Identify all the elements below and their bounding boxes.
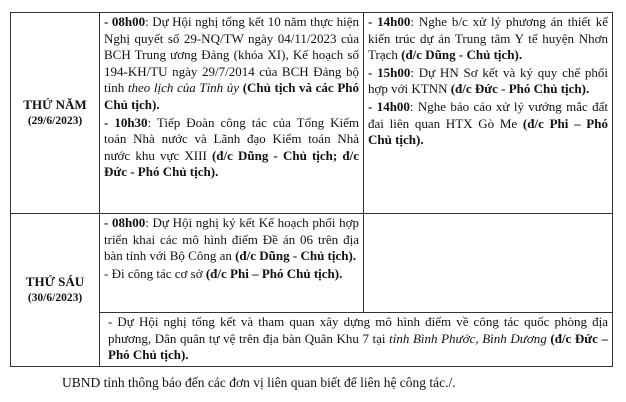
schedule-item (104, 14, 359, 114)
schedule-text: (đ/c Phi – Phó Chủ tịch). (205, 265, 343, 281)
schedule-text: theo lịch của Tỉnh ủy (127, 80, 240, 96)
schedule-text: : Dự Hội nghị tổng kết 10 năm thực hiện Nghị quyết số 29-NQ/TW ngày 04/11/2023 của BCH Trung ương Đảng (khóa XI), Kế hoạch số 194-KH/TU ngày 29/7/2014 của BCH Đảng bộ tỉnh (104, 14, 359, 96)
schedule-text: tỉnh Bình Phước, Bình Dương (389, 330, 547, 346)
schedule-text: - Đi công tác cơ sở (104, 265, 206, 281)
schedule-item (108, 314, 608, 364)
schedule-text: : Tiếp Đoàn công tác của Tổng Kiểm toán Nhà nước và Lãnh đạo Kiểm toán Nhà nước khu vực XIII (104, 114, 359, 163)
item-dash: - (104, 114, 115, 130)
item-time: 14h00 (376, 98, 410, 114)
schedule-text: (đ/c Đức - Phó Chủ tịch). (450, 81, 590, 97)
schedule-item (368, 99, 608, 149)
schedule-text: : Nghe báo cáo xử lý vướng mắc đất đai liên quan HTX Gò Me (368, 98, 608, 131)
schedule-text: (đ/c Dũng - Chủ tịch). (401, 47, 523, 63)
item-time: 15h00 (377, 64, 411, 80)
schedule-item (104, 115, 359, 181)
schedule-item (368, 14, 608, 64)
day-name: THỨ NĂM (23, 97, 87, 112)
thursday-col1 (100, 13, 364, 214)
item-time: 14h00 (377, 14, 411, 29)
footer-note: UBND tỉnh thông báo đến các đơn vị liên quan biết để liên hệ công tác./. (62, 375, 456, 390)
item-dash: - (368, 14, 378, 29)
schedule-item (104, 266, 359, 283)
friday-row (11, 214, 613, 313)
schedule-text: (đ/c Đức – Phó Chủ tịch). (108, 330, 608, 363)
item-dash: - (104, 14, 112, 29)
item-dash: - (368, 98, 377, 114)
day-name: THỨ SÁU (25, 273, 85, 289)
schedule-text: - Dự Hội nghị tổng kết và tham quan xây dựng mô hình điểm về công tác quốc phòng địa phương, Dân quân tự vệ trên địa bàn Quân Khu 7 tại (108, 314, 608, 346)
item-dash: - (368, 64, 378, 80)
friday-day-cell (11, 214, 100, 367)
item-time: 08h00 (112, 215, 146, 230)
schedule-table (10, 12, 613, 367)
thursday-day-cell (11, 13, 100, 214)
thursday-col2 (364, 13, 613, 214)
schedule-text: (đ/c Dũng - Chủ tịch; đ/c Đức - Phó Chủ tịch). (104, 147, 359, 180)
schedule-item (368, 65, 608, 98)
item-time: 08h00 (111, 14, 146, 29)
day-date: (29/6/2023) (27, 115, 83, 127)
friday-full-row (11, 313, 613, 367)
friday-col1 (100, 214, 364, 313)
schedule-text: (đ/c Dũng - Chủ tịch). (235, 248, 357, 264)
item-dash: - (104, 215, 112, 230)
schedule-item (104, 215, 359, 265)
schedule-text: : Nghe b/c xử lý phương án thiết kế kiến trúc dự án Trung tâm Y tế huyện Nhơn Trạch (368, 14, 608, 63)
day-date: (30/6/2023) (27, 291, 83, 304)
thursday-row (11, 13, 613, 214)
schedule-text: : Dự HN Sơ kết và ký quy chế phối hợp với KTNN (368, 64, 608, 97)
schedule-text: (Chủ tịch và các Phó Chủ tịch). (104, 80, 359, 112)
schedule-text: (đ/c Phi – Phó Chủ tịch). (368, 115, 608, 148)
item-time: 10h30 (114, 114, 148, 130)
friday-full-cell (100, 313, 613, 367)
friday-col2 (364, 214, 613, 313)
schedule-text: : Dự Hội nghị ký kết Kế hoạch phối hợp triển khai các mô hình điểm Đề án 06 trên địa bàn tỉnh với Bộ Công an (104, 215, 359, 264)
